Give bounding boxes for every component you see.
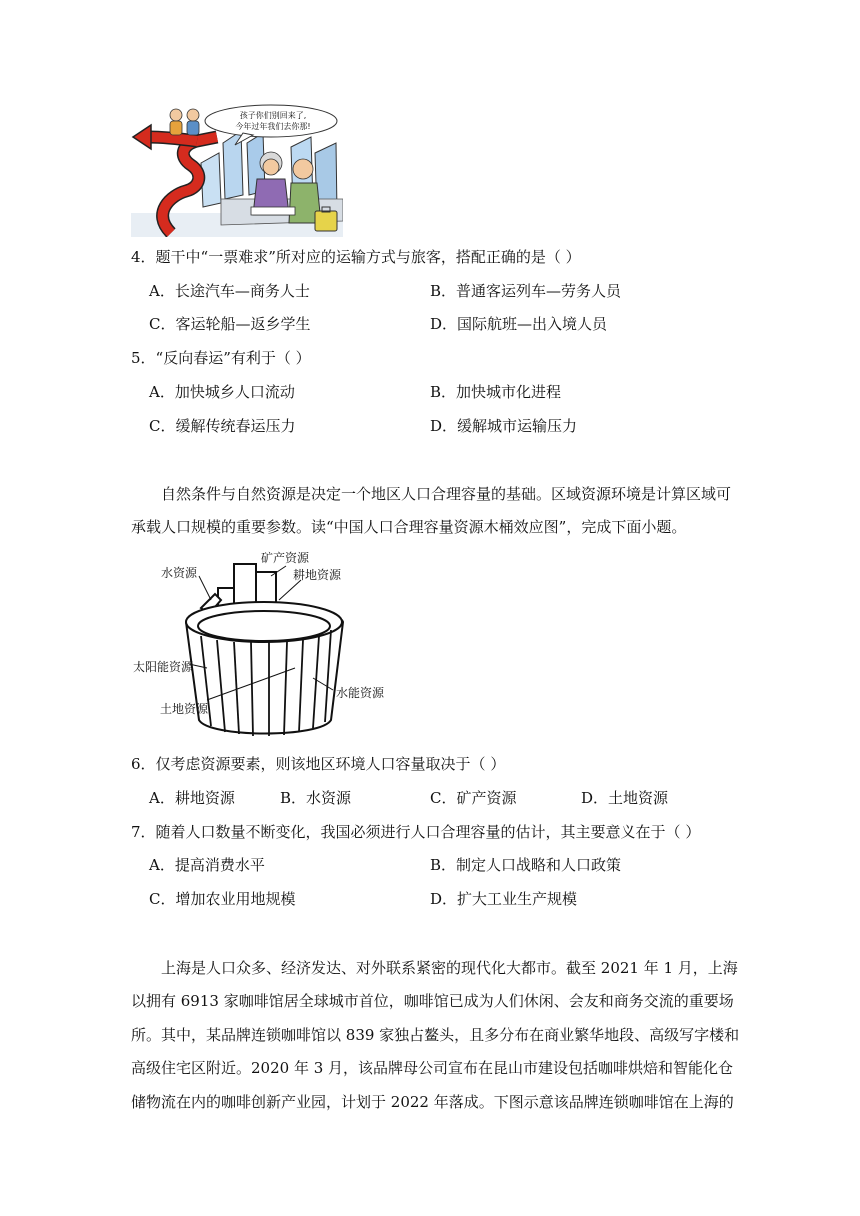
question-6-stem: 6．仅考虑资源要素，则该地区环境人口容量取决于（ ）	[131, 755, 506, 773]
label-hydro-resources: 水能资源	[336, 686, 385, 700]
label-land-resources: 土地资源	[160, 702, 209, 716]
question-4-stem: 4．题干中“一票难求”所对应的运输方式与旅客，搭配正确的是（ ）	[131, 248, 581, 266]
question-7-stem: 7．随着人口数量不断变化，我国必须进行人口合理容量的估计，其主要意义在于（ ）	[131, 823, 701, 841]
question-5-option-d[interactable]: D．缓解城市运输压力	[430, 417, 578, 435]
question-4-option-b[interactable]: B．普通客运列车—劳务人员	[430, 282, 622, 300]
question-5-stem: 5．“反向春运”有利于（ ）	[131, 349, 311, 367]
question-5-option-a[interactable]: A．加快城乡人口流动	[149, 383, 295, 401]
label-mineral-resources: 矿产资源	[261, 551, 310, 565]
question-6-option-d[interactable]: D．土地资源	[581, 789, 669, 807]
passage-3-line-4: 高级住宅区附近。2020 年 3 月，该品牌母公司宣布在昆山市建设包括咖啡烘焙和智能化仓	[131, 1059, 734, 1077]
question-6-option-c[interactable]: C．矿产资源	[430, 789, 517, 807]
passage-3-line-1: 上海是人口众多、经济发达、对外联系紧密的现代化大都市。截至 2021 年 1 月，上海	[161, 959, 738, 977]
label-arable-resources: 耕地资源	[293, 568, 342, 582]
speech-line-2: 今年过年我们去你那!	[235, 122, 311, 131]
question-5-option-c[interactable]: C．缓解传统春运压力	[149, 417, 296, 435]
cartoon-illustration	[131, 103, 343, 237]
label-water-resources: 水资源	[161, 566, 198, 580]
label-solar-resources: 太阳能资源	[133, 660, 194, 674]
question-4-option-a[interactable]: A．长途汽车—商务人士	[149, 282, 310, 300]
question-7-option-b[interactable]: B．制定人口战略和人口政策	[430, 856, 622, 874]
speech-bubble-text	[223, 110, 323, 132]
barrel-diagram	[131, 550, 396, 740]
question-7-option-d[interactable]: D．扩大工业生产规模	[430, 890, 578, 908]
question-7-option-c[interactable]: C．增加农业用地规模	[149, 890, 296, 908]
speech-line-1: 孩子你们别回来了,	[239, 111, 307, 120]
passage-3-line-3: 所。其中，某品牌连锁咖啡馆以 839 家独占鳌头，且多分布在商业繁华地段、高级写字楼和	[131, 1026, 740, 1044]
passage-2-line-2: 承载人口规模的重要参数。读“中国人口合理容量资源木桶效应图”，完成下面小题。	[131, 518, 687, 536]
question-7-option-a[interactable]: A．提高消费水平	[149, 856, 265, 874]
passage-2-line-1: 自然条件与自然资源是决定一个地区人口合理容量的基础。区域资源环境是计算区域可	[161, 485, 732, 503]
passage-3-line-2: 以拥有 6913 家咖啡馆居全球城市首位，咖啡馆已成为人们休闲、会友和商务交流的重要场	[131, 992, 734, 1010]
passage-3-line-5: 储物流在内的咖啡创新产业园，计划于 2022 年落成。下图示意该品牌连锁咖啡馆在上海的	[131, 1093, 734, 1111]
question-5-option-b[interactable]: B．加快城市化进程	[430, 383, 562, 401]
question-4-option-c[interactable]: C．客运轮船—返乡学生	[149, 315, 311, 333]
question-4-option-d[interactable]: D．国际航班—出入境人员	[430, 315, 608, 333]
question-6-option-a[interactable]: A．耕地资源	[149, 789, 235, 807]
question-6-option-b[interactable]: B．水资源	[280, 789, 352, 807]
